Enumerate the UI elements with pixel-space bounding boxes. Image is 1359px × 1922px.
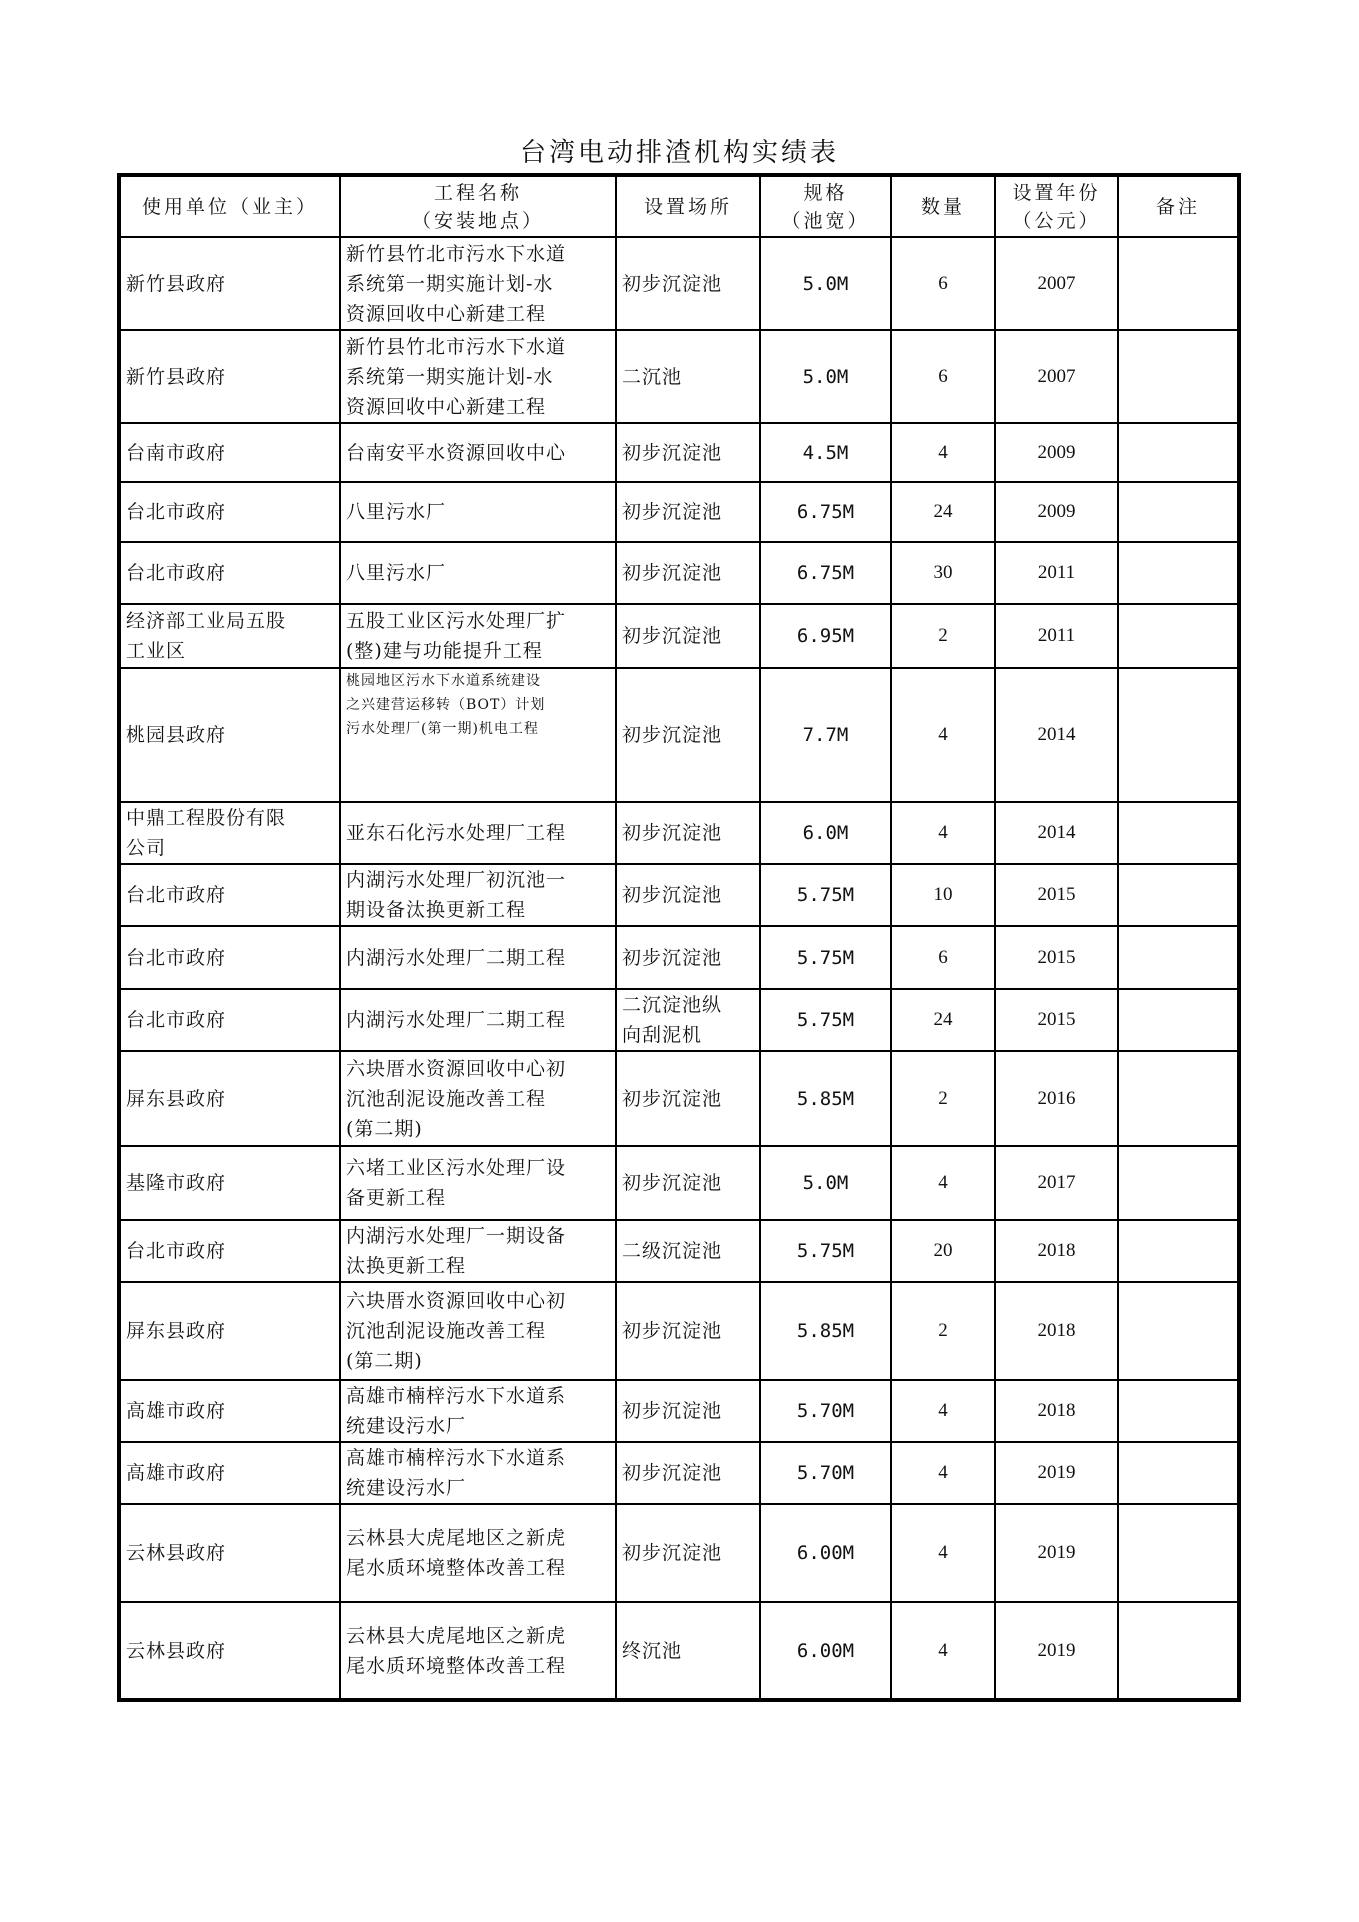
table-body [119,237,1239,1700]
project-cell: 八里污水厂 [340,482,616,542]
quantity-cell: 4 [891,1504,995,1602]
table-row [119,668,1239,802]
year-cell: 2011 [995,604,1118,668]
quantity-cell: 20 [891,1220,995,1282]
owner-cell: 台北市政府 [119,989,340,1051]
year-cell: 2018 [995,1282,1118,1380]
spec-cell: 7.7M [760,668,891,802]
spec-cell: 5.75M [760,926,891,989]
owner-cell: 云林县政府 [119,1504,340,1602]
quantity-cell: 4 [891,1380,995,1442]
owner-cell: 屏东县政府 [119,1282,340,1380]
project-cell: 内湖污水处理厂初沉池一 期设备汰换更新工程 [340,864,616,926]
owner-cell: 台北市政府 [119,926,340,989]
project-cell: 内湖污水处理厂二期工程 [340,926,616,989]
table-row [119,1380,1239,1442]
year-cell: 2015 [995,989,1118,1051]
site-cell: 初步沉淀池 [616,1146,760,1220]
quantity-cell: 2 [891,604,995,668]
table-row [119,423,1239,482]
table-row [119,542,1239,604]
table-row [119,237,1239,330]
table-row [119,926,1239,989]
spec-cell: 6.75M [760,542,891,604]
note-cell [1118,802,1239,864]
note-cell [1118,330,1239,423]
project-cell: 桃园地区污水下水道系统建设 之兴建营运移转（BOT）计划 污水处理厂(第一期)机电工程 [340,668,616,802]
header-spec: 规格 （池宽） [760,175,891,237]
table-row [119,330,1239,423]
spec-cell: 5.0M [760,237,891,330]
project-cell: 六堵工业区污水处理厂设 备更新工程 [340,1146,616,1220]
spec-cell: 5.85M [760,1282,891,1380]
table-row [119,1146,1239,1220]
year-cell: 2015 [995,864,1118,926]
note-cell [1118,1051,1239,1146]
project-cell: 六块厝水资源回收中心初 沉池刮泥设施改善工程 (第二期) [340,1051,616,1146]
note-cell [1118,237,1239,330]
quantity-cell: 4 [891,1146,995,1220]
table-row [119,482,1239,542]
site-cell: 初步沉淀池 [616,423,760,482]
quantity-cell: 4 [891,423,995,482]
year-cell: 2016 [995,1051,1118,1146]
note-cell [1118,423,1239,482]
site-cell: 初步沉淀池 [616,1504,760,1602]
spec-cell: 6.0M [760,802,891,864]
year-cell: 2011 [995,542,1118,604]
year-cell: 2019 [995,1442,1118,1504]
owner-cell: 台北市政府 [119,482,340,542]
spec-cell: 6.00M [760,1602,891,1700]
owner-cell: 高雄市政府 [119,1442,340,1504]
year-cell: 2014 [995,668,1118,802]
project-cell: 内湖污水处理厂一期设备 汰换更新工程 [340,1220,616,1282]
project-cell: 新竹县竹北市污水下水道 系统第一期实施计划-水 资源回收中心新建工程 [340,237,616,330]
table-header-row [119,175,1239,237]
spec-cell: 5.75M [760,989,891,1051]
note-cell [1118,604,1239,668]
table-row [119,989,1239,1051]
owner-cell: 新竹县政府 [119,237,340,330]
owner-cell: 中鼎工程股份有限 公司 [119,802,340,864]
table-row [119,1220,1239,1282]
year-cell: 2018 [995,1380,1118,1442]
spec-cell: 5.75M [760,1220,891,1282]
site-cell: 初步沉淀池 [616,482,760,542]
project-cell: 亚东石化污水处理厂工程 [340,802,616,864]
note-cell [1118,1380,1239,1442]
quantity-cell: 6 [891,926,995,989]
year-cell: 2007 [995,330,1118,423]
owner-cell: 桃园县政府 [119,668,340,802]
year-cell: 2019 [995,1602,1118,1700]
spec-cell: 5.70M [760,1442,891,1504]
header-owner: 使用单位（业主） [119,175,340,237]
site-cell: 初步沉淀池 [616,926,760,989]
spec-cell: 4.5M [760,423,891,482]
quantity-cell: 4 [891,1602,995,1700]
project-cell: 六块厝水资源回收中心初 沉池刮泥设施改善工程 (第二期) [340,1282,616,1380]
year-cell: 2009 [995,482,1118,542]
year-cell: 2019 [995,1504,1118,1602]
project-cell: 台南安平水资源回收中心 [340,423,616,482]
site-cell: 二级沉淀池 [616,1220,760,1282]
quantity-cell: 2 [891,1282,995,1380]
quantity-cell: 6 [891,330,995,423]
table-row [119,1504,1239,1602]
header-year: 设置年份 （公元） [995,175,1118,237]
spec-cell: 5.0M [760,330,891,423]
project-cell: 云林县大虎尾地区之新虎 尾水质环境整体改善工程 [340,1504,616,1602]
project-cell: 五股工业区污水处理厂扩 (整)建与功能提升工程 [340,604,616,668]
project-cell: 高雄市楠梓污水下水道系 统建设污水厂 [340,1380,616,1442]
table-row [119,1442,1239,1504]
quantity-cell: 10 [891,864,995,926]
site-cell: 二沉池 [616,330,760,423]
site-cell: 二沉淀池纵 向刮泥机 [616,989,760,1051]
owner-cell: 屏东县政府 [119,1051,340,1146]
site-cell: 初步沉淀池 [616,668,760,802]
note-cell [1118,926,1239,989]
note-cell [1118,989,1239,1051]
site-cell: 初步沉淀池 [616,1051,760,1146]
spec-cell: 5.85M [760,1051,891,1146]
site-cell: 初步沉淀池 [616,1282,760,1380]
note-cell [1118,1220,1239,1282]
owner-cell: 基隆市政府 [119,1146,340,1220]
spec-cell: 6.00M [760,1504,891,1602]
note-cell [1118,1146,1239,1220]
note-cell [1118,1602,1239,1700]
note-cell [1118,542,1239,604]
quantity-cell: 24 [891,989,995,1051]
year-cell: 2015 [995,926,1118,989]
quantity-cell: 2 [891,1051,995,1146]
spec-cell: 6.75M [760,482,891,542]
spec-cell: 5.0M [760,1146,891,1220]
table-row [119,604,1239,668]
project-cell: 云林县大虎尾地区之新虎 尾水质环境整体改善工程 [340,1602,616,1700]
spec-cell: 6.95M [760,604,891,668]
owner-cell: 云林县政府 [119,1602,340,1700]
year-cell: 2014 [995,802,1118,864]
quantity-cell: 6 [891,237,995,330]
table-row [119,802,1239,864]
site-cell: 初步沉淀池 [616,1442,760,1504]
quantity-cell: 4 [891,668,995,802]
note-cell [1118,1442,1239,1504]
note-cell [1118,1504,1239,1602]
year-cell: 2009 [995,423,1118,482]
owner-cell: 新竹县政府 [119,330,340,423]
document-title: 台湾电动排渣机构实绩表 [519,138,839,168]
note-cell [1118,482,1239,542]
site-cell: 初步沉淀池 [616,542,760,604]
year-cell: 2007 [995,237,1118,330]
spec-cell: 5.75M [760,864,891,926]
site-cell: 初步沉淀池 [616,1380,760,1442]
table-row [119,864,1239,926]
quantity-cell: 4 [891,802,995,864]
note-cell [1118,1282,1239,1380]
owner-cell: 高雄市政府 [119,1380,340,1442]
header-qty: 数量 [891,175,995,237]
project-cell: 高雄市楠梓污水下水道系 统建设污水厂 [340,1442,616,1504]
owner-cell: 台北市政府 [119,1220,340,1282]
header-project: 工程名称 （安装地点） [340,175,616,237]
table-row [119,1282,1239,1380]
project-cell: 新竹县竹北市污水下水道 系统第一期实施计划-水 资源回收中心新建工程 [340,330,616,423]
project-cell: 内湖污水处理厂二期工程 [340,989,616,1051]
note-cell [1118,668,1239,802]
spec-cell: 5.70M [760,1380,891,1442]
project-cell: 八里污水厂 [340,542,616,604]
header-site: 设置场所 [616,175,760,237]
table-row [119,1051,1239,1146]
site-cell: 终沉池 [616,1602,760,1700]
owner-cell: 经济部工业局五股 工业区 [119,604,340,668]
owner-cell: 台南市政府 [119,423,340,482]
site-cell: 初步沉淀池 [616,237,760,330]
year-cell: 2017 [995,1146,1118,1220]
owner-cell: 台北市政府 [119,542,340,604]
site-cell: 初步沉淀池 [616,604,760,668]
year-cell: 2018 [995,1220,1118,1282]
quantity-cell: 24 [891,482,995,542]
site-cell: 初步沉淀池 [616,802,760,864]
note-cell [1118,864,1239,926]
quantity-cell: 4 [891,1442,995,1504]
header-note: 备注 [1118,175,1239,237]
site-cell: 初步沉淀池 [616,864,760,926]
performance-table [117,173,1241,1702]
quantity-cell: 30 [891,542,995,604]
owner-cell: 台北市政府 [119,864,340,926]
table-row [119,1602,1239,1700]
